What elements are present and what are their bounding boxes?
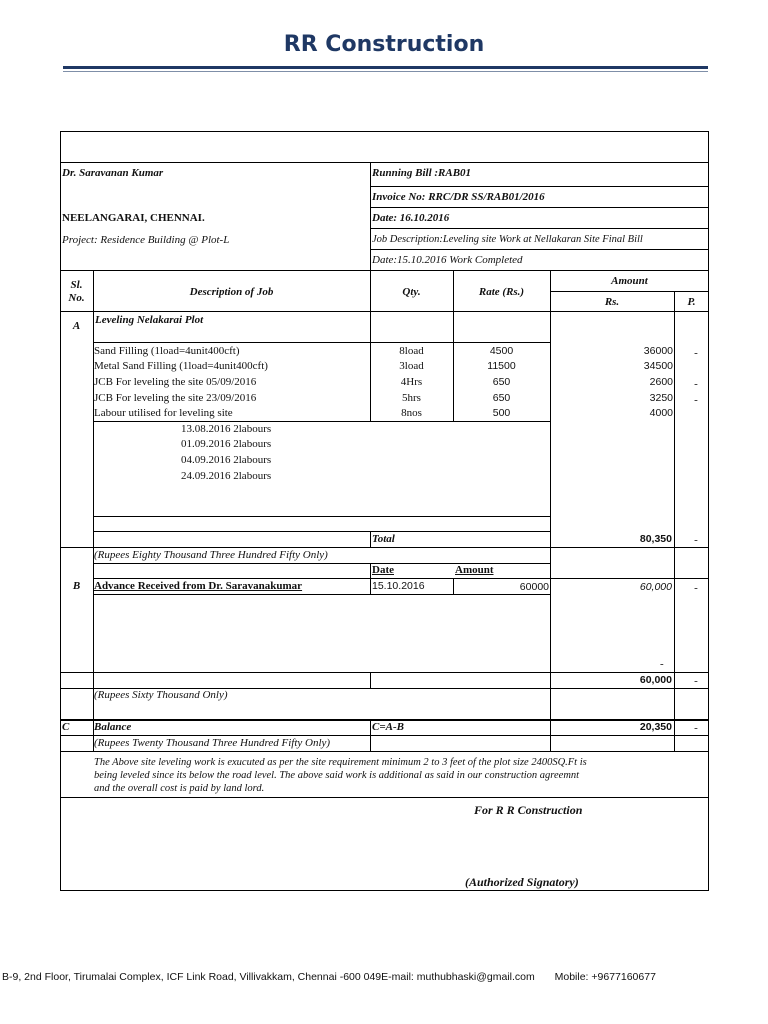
for-company: For R R Construction: [474, 803, 583, 817]
advance-paise: -: [694, 582, 698, 594]
invoice-date: Date: 16.10.2016: [372, 212, 450, 224]
labour-date-entry: 01.09.2016 2labours: [181, 438, 272, 450]
item-rate: 500: [492, 407, 511, 419]
balance-formula: C=A-B: [372, 721, 404, 733]
item-description: Labour utilised for leveling site: [94, 407, 233, 419]
rule: [370, 186, 709, 187]
balance-value: 20,350: [639, 721, 672, 733]
item-amount: 3250: [649, 392, 673, 404]
balance-label: Balance: [94, 721, 132, 733]
total-in-words: (Rupees Eighty Thousand Three Hundred Fifty Only): [94, 549, 328, 561]
total-paise: -: [694, 534, 698, 546]
item-amount: 2600: [649, 376, 673, 388]
footer: [2, 971, 656, 983]
advance-total: 60,000: [639, 674, 672, 686]
item-qty: 8load: [399, 345, 424, 357]
header-rate: Rate (Rs.): [478, 286, 525, 298]
note-line: being leveled since its below the road level. The above said work is additional as said in our construction agreemnt: [94, 770, 580, 781]
header-sl: Sl.: [70, 279, 83, 291]
rule: [93, 531, 550, 532]
rule: [60, 162, 709, 163]
labour-date-entry: 24.09.2016 2labours: [181, 470, 272, 482]
rule: [370, 249, 709, 250]
rule: [60, 311, 709, 312]
header-p: P.: [687, 296, 696, 308]
rule: [370, 672, 371, 688]
authorized-signatory: (Authorized Signatory): [465, 875, 579, 889]
rule: [370, 162, 371, 270]
section-a-label: A: [72, 320, 81, 332]
header-qty: Qty.: [402, 286, 421, 298]
item-paise: -: [694, 378, 698, 390]
rule: [93, 594, 550, 595]
item-description: JCB For leveling the site 23/09/2016: [94, 392, 257, 404]
item-rate: 650: [492, 376, 511, 388]
rule: [60, 547, 709, 548]
rule: [370, 207, 709, 208]
rule: [60, 751, 709, 752]
item-amount: 4000: [649, 407, 673, 419]
company-title: RR Construction: [283, 32, 485, 57]
item-paise: -: [694, 394, 698, 406]
header-description: Description of Job: [189, 286, 274, 298]
title-underline: [63, 66, 708, 69]
footer-mobile: Mobile: +9677160677: [554, 971, 656, 983]
note-line: The Above site leveling work is exucuted as per the site requirement minimum 2 to 3 feet of the plot size 2400SQ.Ft is: [94, 757, 587, 768]
labour-date-entry: 13.08.2016 2labours: [181, 423, 272, 435]
section-c-label: C: [62, 721, 70, 733]
blank-dash: -: [660, 658, 664, 670]
balance-paise: -: [694, 722, 698, 734]
section-b-label: B: [72, 580, 81, 592]
rule: [93, 421, 550, 422]
header-rs: Rs.: [604, 296, 620, 308]
item-amount: 34500: [643, 360, 673, 372]
client-location: NEELANGARAI, CHENNAI.: [62, 212, 205, 224]
advance-amount: 60000: [519, 581, 549, 593]
rule: [370, 228, 709, 229]
item-description: Sand Filling (1load=4unit400cft): [94, 345, 240, 357]
rule: [550, 291, 709, 292]
item-amount: 36000: [643, 345, 673, 357]
item-qty: 3load: [399, 360, 424, 372]
job-description: Job Description:Leveling site Work at Nellakaran Site Final Bill: [372, 234, 643, 245]
client-name: Dr. Saravanan Kumar: [62, 167, 164, 179]
item-rate: 11500: [487, 360, 516, 372]
balance-in-words: (Rupees Twenty Thousand Three Hundred Fifty Only): [94, 737, 331, 749]
item-rate: 4500: [489, 345, 514, 357]
footer-address: B-9, 2nd Floor, Tirumalai Complex, ICF Link Road, Villivakkam, Chennai -600 049E-mail: muthubhaski@gmail.com: [2, 971, 535, 983]
section-a-title: Leveling Nelakarai Plot: [95, 314, 204, 326]
total-value: 80,350: [639, 533, 672, 545]
header-no: No.: [68, 292, 85, 304]
running-bill: Running Bill :RAB01: [372, 167, 472, 179]
rule: [93, 516, 550, 517]
rule: [60, 735, 709, 736]
labour-date-entry: 04.09.2016 2labours: [181, 454, 272, 466]
rule: [60, 797, 709, 798]
advance-in-words: (Rupees Sixty Thousand Only): [94, 689, 228, 701]
rule: [370, 563, 371, 594]
item-qty: 4Hrs: [400, 376, 423, 388]
header-amount: Amount: [611, 275, 648, 287]
item-qty: 5hrs: [402, 392, 421, 404]
note-line: and the overall cost is paid by land lord.: [94, 783, 265, 794]
rule: [93, 578, 709, 579]
item-rate: 650: [492, 392, 511, 404]
rule: [60, 672, 709, 673]
item-paise: -: [694, 347, 698, 359]
title-underline-thin: [63, 71, 708, 72]
item-qty: 8nos: [401, 407, 422, 419]
total-label: Total: [372, 533, 395, 545]
invoice-number: Invoice No: RRC/DR SS/RAB01/2016: [372, 191, 545, 203]
item-description: JCB For leveling the site 05/09/2016: [94, 376, 257, 388]
advance-value: 60,000: [639, 581, 672, 593]
rule: [93, 342, 550, 343]
date-header: Date: [372, 564, 394, 576]
advance-total-paise: -: [694, 675, 698, 687]
amount-header: Amount: [455, 564, 494, 576]
project-name: Project: Residence Building @ Plot-L: [62, 234, 230, 246]
rule: [370, 719, 371, 751]
rule: [370, 531, 371, 547]
rule: [93, 270, 94, 751]
rule: [60, 270, 709, 271]
work-completed-date: Date:15.10.2016 Work Completed: [372, 254, 523, 266]
advance-label: Advance Received from Dr. Saravanakumar: [94, 580, 303, 592]
advance-date: 15.10.2016: [372, 580, 425, 592]
item-description: Metal Sand Filling (1load=4unit400cft): [94, 360, 268, 372]
